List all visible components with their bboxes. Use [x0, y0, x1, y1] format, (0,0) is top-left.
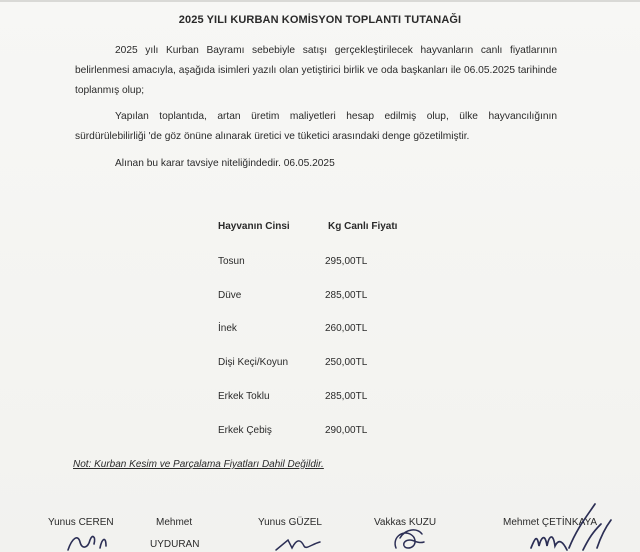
- signatory-name: Mehmet: [156, 517, 193, 528]
- animal-column-header: Hayvanın Cinsi: [218, 221, 290, 232]
- price-cell: 285,00TL: [325, 290, 368, 301]
- top-border: [0, 0, 640, 2]
- animal-cell: Dişi Keçi/Koyun: [218, 357, 289, 368]
- signatory-name: Yunus CEREN: [48, 517, 114, 528]
- signature-vakkas-kuzu: [388, 524, 432, 552]
- price-cell: 260,00TL: [325, 323, 368, 334]
- signature-yunus-guzel: [270, 530, 330, 552]
- document-title: 2025 YILI KURBAN KOMİSYON TOPLANTI TUTANAĞI: [178, 14, 462, 26]
- intro-paragraph: 2025 yılı Kurban Bayramı sebebiyle satışı gerçekleştirilecek hayvanların canlı fiyatlarının belirlenmesi amacıyla, aşağıda isimleri yazılı olan yetiştirici birlik ve oda başkanları ile 06.05.2025 tarihinde toplanmış olup;: [75, 45, 557, 96]
- animal-cell: Erkek Çebiş: [218, 425, 272, 436]
- price-cell: 295,00TL: [325, 256, 368, 267]
- decision-paragraph: Alınan bu karar tavsiye niteliğindedir. 06.05.2025: [115, 158, 335, 169]
- price-cell: 290,00TL: [325, 425, 368, 436]
- price-column-header: Kg Canlı Fiyatı: [328, 221, 398, 232]
- animal-cell: Düve: [218, 290, 242, 301]
- signatory-surname: UYDURAN: [150, 539, 200, 550]
- animal-cell: Erkek Toklu: [218, 391, 270, 402]
- meeting-paragraph: Yapılan toplantıda, artan üretim maliyetleri hesap edilmiş olup, ülke hayvancılığının sürdürülebilirliği 'de göz önüne alınarak üretici ve tüketici arasındaki denge gözetilmiştir.: [75, 111, 557, 142]
- signatory-name: Yunus GÜZEL: [258, 517, 322, 528]
- price-cell: 250,00TL: [325, 357, 368, 368]
- note-text: Not: Kurban Kesim ve Parçalama Fiyatları Dahil Değildir.: [73, 459, 324, 470]
- signatory-name: Mehmet ÇETİNKAYA: [503, 517, 598, 528]
- animal-cell: Tosun: [218, 256, 245, 267]
- price-cell: 285,00TL: [325, 391, 368, 402]
- animal-cell: İnek: [218, 323, 237, 334]
- signature-mehmet-cetinkaya: [525, 498, 615, 552]
- signatory-name: Vakkas KUZU: [374, 517, 437, 528]
- signature-yunus-ceren: [60, 528, 120, 552]
